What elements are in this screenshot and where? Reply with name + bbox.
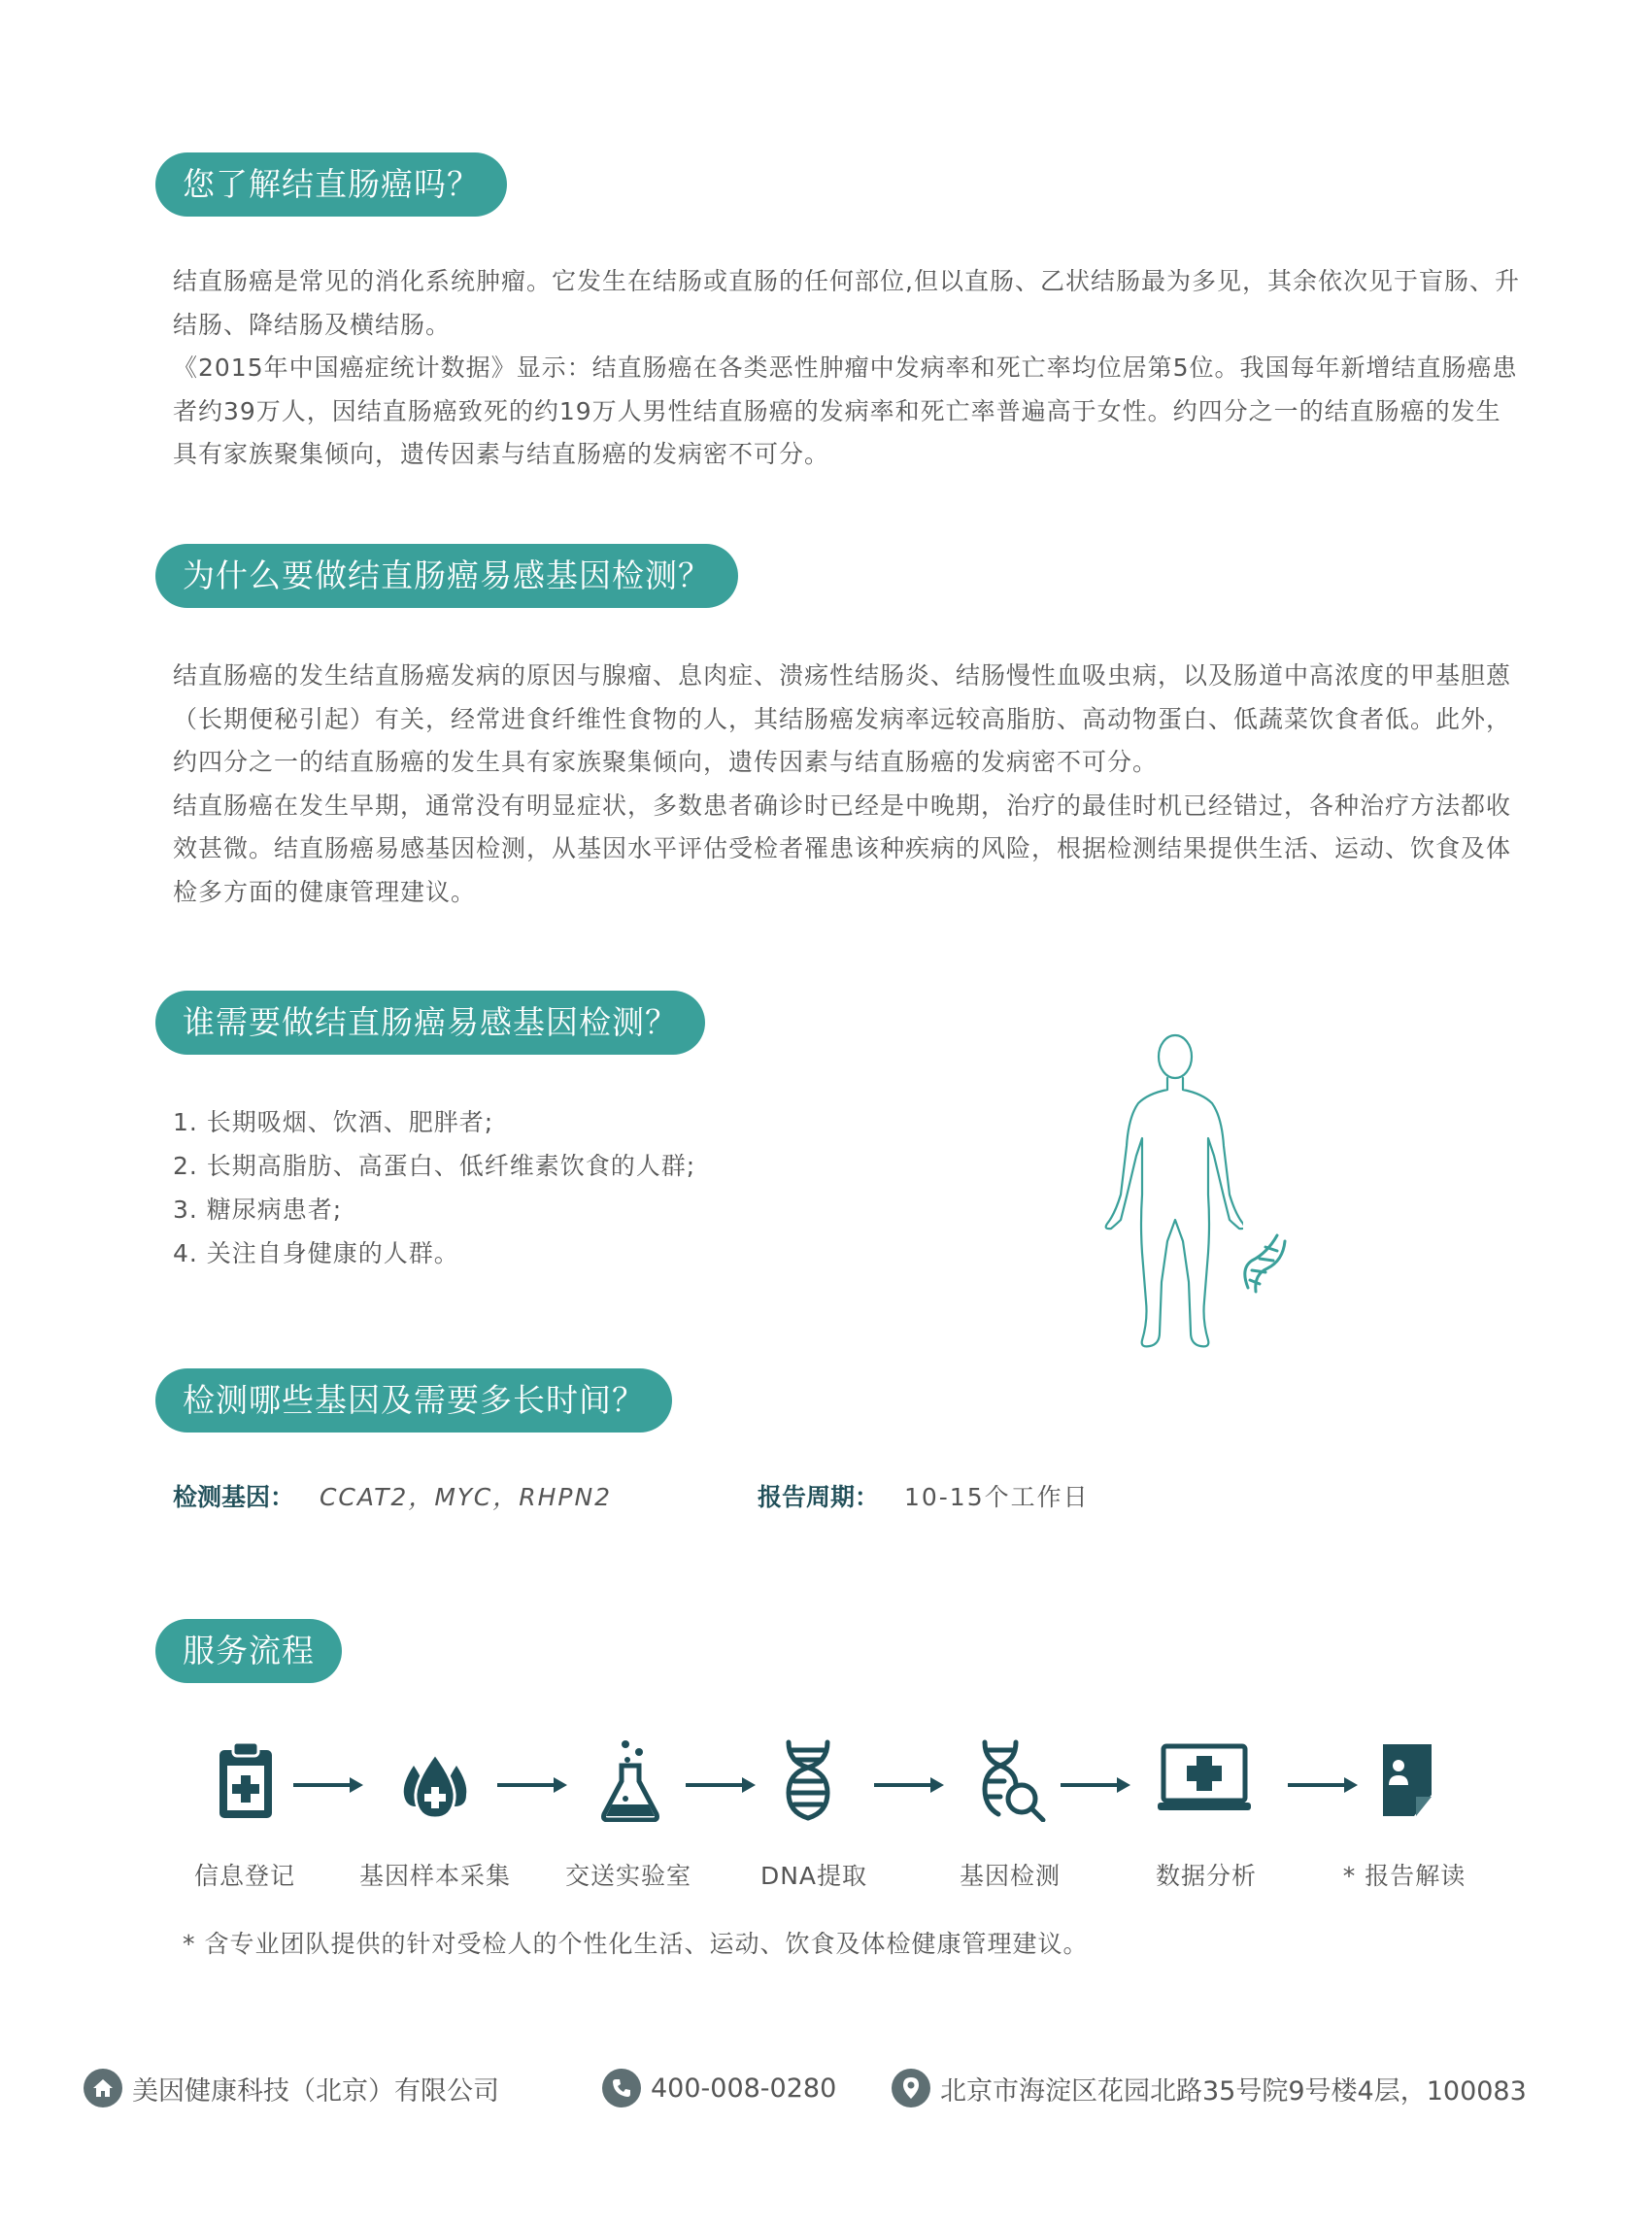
flow-step-label: * 报告解读 <box>1342 1862 1467 1890</box>
blood-drops-icon <box>398 1738 472 1822</box>
section-title-genes: 检测哪些基因及需要多长时间？ <box>155 1368 672 1433</box>
arrow-icon <box>686 1777 756 1793</box>
genes-value: CCAT2，MYC，RHPN2 <box>319 1483 613 1511</box>
report-icon <box>1377 1738 1445 1822</box>
why-paragraph-1: 结直肠癌的发生结直肠癌发病的原因与腺瘤、息肉症、溃疡性结肠炎、结肠慢性血吸虫病，以及肠道中高浓度的甲基胆蒽 （长期便秘引起）有关，经常进食纤维性食物的人，其结肠癌发病率远较高脂肪、高动物蛋白、低蔬菜饮食者低。此外，约四分之一的结直肠癌的发生具有家族聚集倾向，遗传因素与结直肠癌的发病密不可分。 <box>173 661 1512 776</box>
period-info <box>758 1478 1090 1513</box>
address-text: 北京市海淀区花园北路35号院9号楼4层，100083 <box>940 2075 1527 2107</box>
footer-address <box>892 2069 1527 2107</box>
section-title-process: 服务流程 <box>155 1619 342 1683</box>
flow-step-label: DNA提取 <box>759 1862 868 1890</box>
process-note: * 含专业团队提供的针对受检人的个性化生活、运动、饮食及体检健康管理建议。 <box>183 1930 1089 1958</box>
home-icon <box>84 2069 122 2107</box>
arrow-icon <box>1061 1777 1130 1793</box>
arrow-icon <box>874 1777 944 1793</box>
section-title-who: 谁需要做结直肠癌易感基因检测？ <box>155 991 705 1055</box>
lab-flask-icon <box>596 1738 664 1822</box>
period-label: 报告周期： <box>758 1483 880 1511</box>
flow-step-label: 信息登记 <box>193 1862 296 1890</box>
phone-number[interactable]: 400-008-0280 <box>651 2073 837 2104</box>
list-item: 4. 关注自身健康的人群。 <box>173 1239 459 1267</box>
genes-label: 检测基因： <box>173 1483 295 1511</box>
company-name: 美因健康科技（北京）有限公司 <box>132 2075 499 2107</box>
section-title-why: 为什么要做结直肠癌易感基因检测？ <box>155 544 738 608</box>
intro-paragraph-1: 结直肠癌是常见的消化系统肿瘤。它发生在结肠或直肠的任何部位,但以直肠、乙状结肠最为多见，其余依次见于盲肠、升结肠、降结肠及横结肠。 <box>173 267 1520 339</box>
why-text <box>173 655 1523 914</box>
footer-company <box>84 2069 499 2107</box>
clipboard-medical-icon <box>212 1738 280 1822</box>
who-list <box>173 1100 695 1275</box>
phone-icon <box>602 2069 641 2107</box>
arrow-icon <box>497 1777 567 1793</box>
genes-info <box>173 1478 612 1513</box>
list-item: 3. 糖尿病患者; <box>173 1196 343 1224</box>
intro-text <box>173 260 1523 477</box>
flow-step-label: 交送实验室 <box>564 1862 692 1890</box>
arrow-icon <box>1288 1777 1358 1793</box>
human-body-illustration <box>1078 1029 1243 1360</box>
why-paragraph-2: 结直肠癌在发生早期，通常没有明显症状，多数患者确诊时已经是中晚期，治疗的最佳时机已经错过，各种治疗方法都收效甚微。结直肠癌易感基因检测，从基因水平评估受检者罹患该种疾病的风险，根据检测结果提供生活、运动、饮食及体检多方面的健康管理建议。 <box>173 791 1512 906</box>
footer-phone[interactable] <box>602 2069 836 2107</box>
dna-search-icon <box>979 1738 1047 1822</box>
flow-step-label: 基因检测 <box>959 1862 1062 1890</box>
intro-paragraph-2: 《2015年中国癌症统计数据》显示：结直肠癌在各类恶性肿瘤中发病率和死亡率均位居第5位。我国每年新增结直肠癌患者约39万人，因结直肠癌致死的约19万人男性结直肠癌的发病率和死亡率普遍高于女性。约四分之一的结直肠癌的发生具有家族聚集倾向，遗传因素与结直肠癌的发病密不可分。 <box>173 354 1518 468</box>
flow-step-label: 数据分析 <box>1155 1862 1258 1890</box>
location-pin-icon <box>892 2069 930 2107</box>
dna-helix-icon <box>781 1738 835 1822</box>
list-item: 2. 长期高脂肪、高蛋白、低纤维素饮食的人群; <box>173 1152 696 1180</box>
arrow-icon <box>293 1777 363 1793</box>
period-value: 10-15个工作日 <box>903 1483 1090 1511</box>
monitor-medical-icon <box>1156 1738 1253 1822</box>
list-item: 1. 长期吸烟、饮酒、肥胖者; <box>173 1108 494 1136</box>
flow-step-label: 基因样本采集 <box>358 1862 512 1890</box>
dna-icon <box>1238 1231 1291 1294</box>
section-title-intro: 您了解结直肠癌吗？ <box>155 152 507 217</box>
